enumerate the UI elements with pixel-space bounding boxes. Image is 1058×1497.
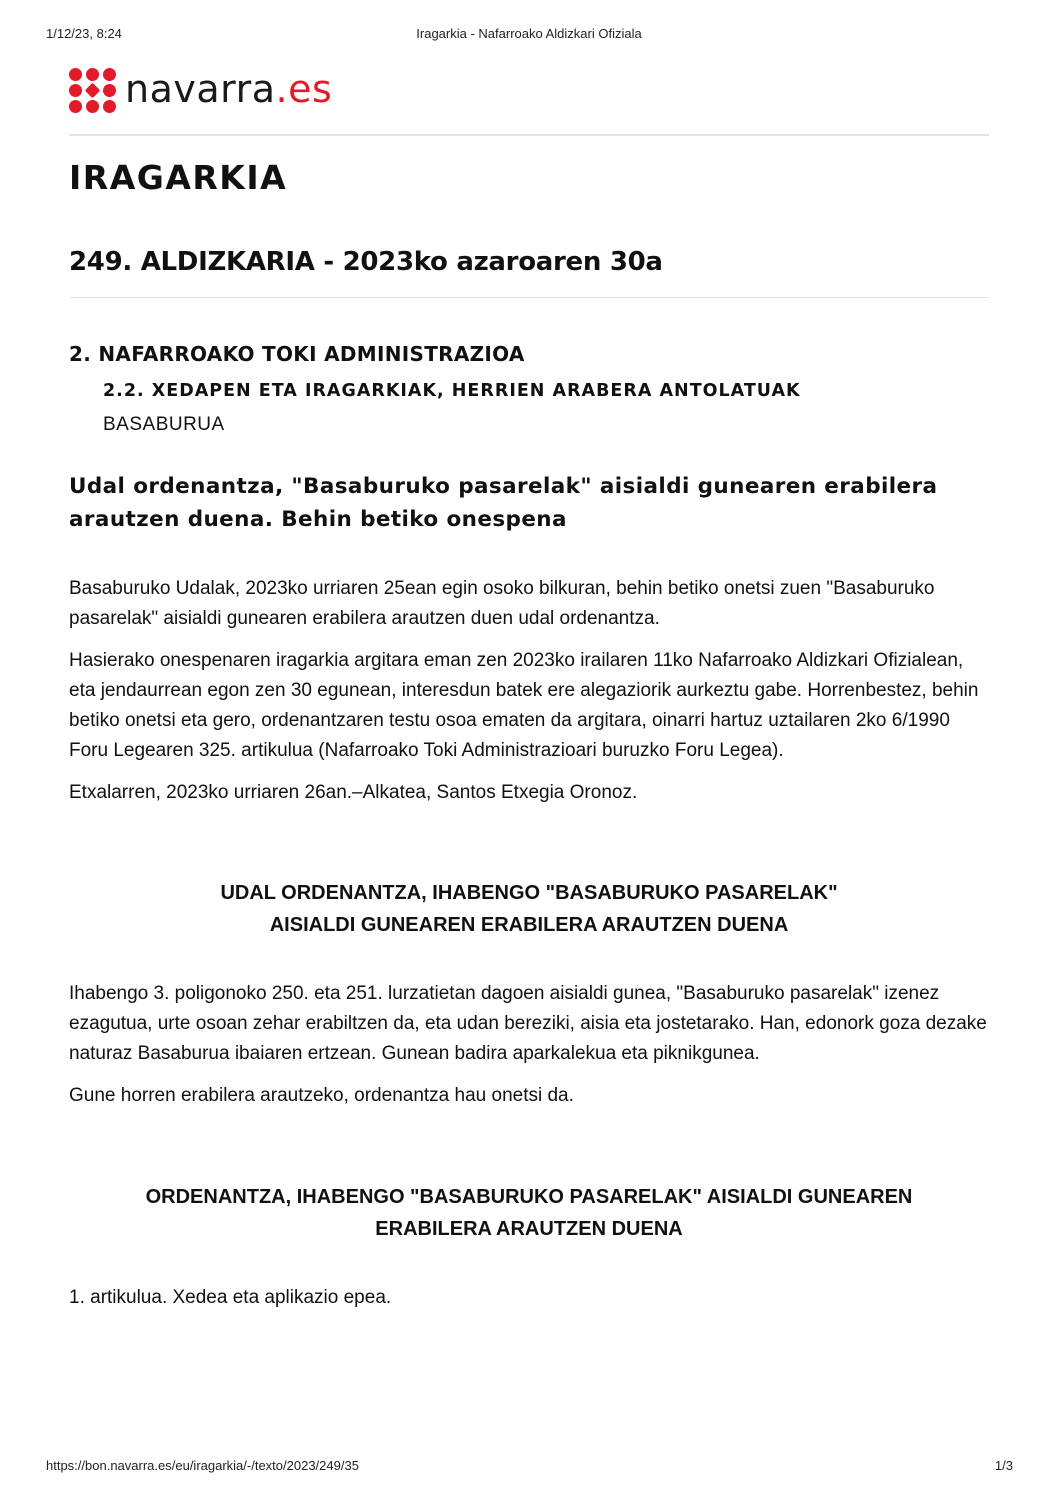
paragraph: Hasierako onespenaren iragarkia argitara eman zen 2023ko irailaren 11ko Nafarroako Aldizkari Ofizialean, eta jendaurrean egon zen 30 egunean, interesdun batek ere alegaziorik aurkeztu gabe. Horrenbestez, behin betiko onetsi eta gero, ordenantzaren testu osoa ematen da argitara, oinarri hartuz uztailaren 2ko 6/1990 Foru Legearen 325. artikulua (Nafarroako Toki Administrazioari buruzko Foru Legea).	[69, 650, 979, 761]
document-title: Udal ordenantza, "Basaburuko pasarelak" aisialdi gunearen erabilera arautzen duena. Behin betiko onespena	[69, 474, 938, 532]
paragraph: Basaburuko Udalak, 2023ko urriaren 25ean egin osoko bilkuran, behin betiko onetsi zuen "Basaburuko pasarelak" aisialdi gunearen erabilera arautzen duen udal ordenantza.	[69, 578, 935, 629]
print-page-title: Iragarkia - Nafarroako Aldizkari Ofiziala	[416, 26, 642, 41]
page-number: 1/3	[994, 1458, 1013, 1473]
logo-wordmark	[125, 67, 333, 111]
section-heading-level3: BASABURUA	[103, 414, 225, 435]
ordinance-heading-line: UDAL ORDENANTZA, IHABENGO "BASABURUKO PASARELAK"	[220, 882, 838, 904]
issue-heading: 249. ALDIZKARIA - 2023ko azaroaren 30a	[69, 247, 663, 277]
ordinance-title	[69, 1181, 989, 1245]
document-content	[69, 66, 989, 1313]
print-datetime: 1/12/23, 8:24	[46, 26, 122, 41]
article-heading: 1. artikulua. Xedea eta aplikazio epea.	[69, 1287, 392, 1308]
page-title: IRAGARKIA	[69, 158, 288, 197]
paragraph: Ihabengo 3. poligonoko 250. eta 251. lurzatietan dagoen aisialdi gunea, "Basaburuko pasarelak" izenez ezagutua, urte osoan zehar erabiltzen da, eta udan bereziki, aisia eta jostetarako. Han, edonork goza dezake naturaz Basaburua ibaiaren ertzean. Gunean badira aparkalekua eta piknikgunea.	[69, 983, 987, 1064]
divider	[69, 134, 989, 136]
paragraph: Gune horren erabilera arautzeko, ordenantza hau onetsi da.	[69, 1085, 574, 1106]
navarra-dots-icon	[69, 68, 117, 114]
logo-name: navarra	[125, 67, 276, 111]
logo-suffix: .es	[275, 67, 333, 111]
ordinance-title-line: ORDENANTZA, IHABENGO "BASABURUKO PASARELAK" AISIALDI GUNEAREN	[145, 1186, 913, 1208]
section-heading-level2: 2.2. XEDAPEN ETA IRAGARKIAK, HERRIEN ARABERA ANTOLATUAK	[103, 381, 801, 401]
ordinance-heading	[69, 877, 989, 941]
section-heading-level1: 2. NAFARROAKO TOKI ADMINISTRAZIOA	[69, 342, 525, 366]
print-url: https://bon.navarra.es/eu/iragarkia/-/texto/2023/249/35	[46, 1458, 359, 1473]
divider	[69, 297, 989, 298]
signature-paragraph: Etxalarren, 2023ko urriaren 26an.–Alkatea, Santos Etxegia Oronoz.	[69, 782, 638, 803]
ordinance-title-line: ERABILERA ARAUTZEN DUENA	[375, 1218, 683, 1240]
ordinance-heading-line: AISIALDI GUNEAREN ERABILERA ARAUTZEN DUENA	[269, 914, 789, 936]
navarra-logo[interactable]	[69, 66, 989, 116]
